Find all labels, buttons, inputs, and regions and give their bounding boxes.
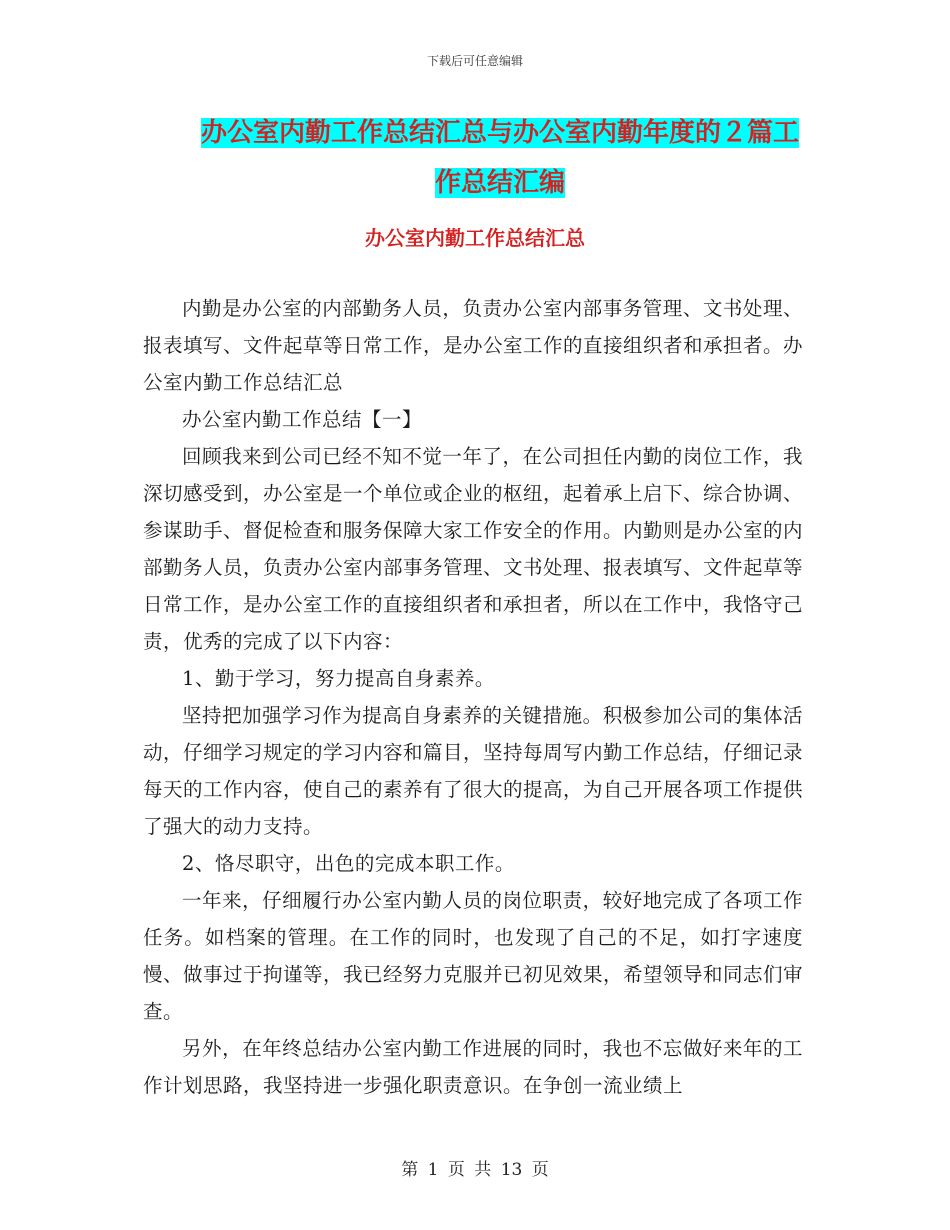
paragraph-plan: 另外，在年终总结办公室内勤工作进展的同时，我也不忘做好来年的工作计划思路，我坚持进一步强化职责意识。在争创一流业绩上 <box>143 1037 803 1097</box>
document-title-line-2: 作总结汇编 <box>434 168 565 198</box>
paragraph-intro: 内勤是办公室的内部勤务人员，负责办公室内部事务管理、文书处理、报表填写、文件起草等日常工作，是办公室工作的直接组织者和承担者。办公室内勤工作总结汇总 <box>143 297 804 394</box>
header-note: 下载后可任意编辑 <box>426 54 523 68</box>
paragraph-point-2: 2、恪尽职守，出色的完成本职工作。 <box>182 852 515 875</box>
paragraph-study: 坚持把加强学习作为提高自身素养的关键措施。积极参加公司的集体活动，仔细学习规定的学习内容和篇目，坚持每周写内勤工作总结，仔细记录每天的工作内容，使自己的素养有了很大的提高，为自己开展各项工作提供了强大的动力支持。 <box>143 704 804 838</box>
paragraph-review: 回顾我来到公司已经不知不觉一年了，在公司担任内勤的岗位工作，我深切感受到，办公室是一个单位或企业的枢纽，起着承上启下、综合协调、参谋助手、督促检查和服务保障大家工作安全的作用。内勤则是办公室的内部勤务人员，负责办公室内部事务管理、文书处理、报表填写、文件起草等日常工作，是办公室工作的直接组织者和承担者，所以在工作中，我恪守己责，优秀的完成了以下内容： <box>143 445 804 653</box>
body-text <box>143 290 803 1104</box>
paragraph-point-1: 1、勤于学习，努力提高自身素养。 <box>182 667 495 690</box>
paragraph-subheading: 办公室内勤工作总结【一】 <box>182 408 423 431</box>
page-footer: 第 1 页 共 13 页 <box>401 1160 549 1180</box>
document-title <box>190 108 810 208</box>
section-title: 办公室内勤工作总结汇总 <box>365 226 585 250</box>
document-title-line-1: 办公室内勤工作总结汇总与办公室内勤年度的２篇工 <box>200 118 799 148</box>
paragraph-duties: 一年来，仔细履行办公室内勤人员的岗位职责，较好地完成了各项工作任务。如档案的管理。在工作的同时，也发现了自己的不足，如打字速度慢、做事过于拘谨等，我已经努力克服并已初见效果，希望领导和同志们审查。 <box>143 889 804 1023</box>
